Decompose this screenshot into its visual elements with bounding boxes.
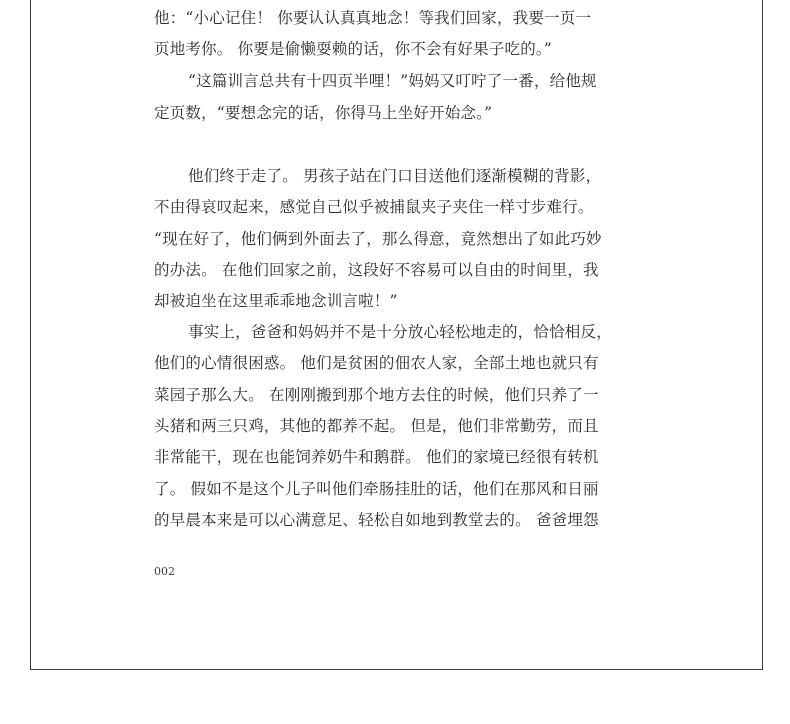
text-line-3: “这篇训言总共有十四页半哩！”妈妈又叮咛了一番，给他规 (188, 72, 597, 90)
text-line-1: 他：“小心记住！ 你要认认真真地念！等我们回家，我要一页一 (154, 9, 592, 27)
page-number: 002 (154, 565, 175, 578)
text-line-5: 他们终于走了。 男孩子站在门口目送他们逐渐模糊的背影， (188, 167, 602, 185)
text-line-2: 页地考你。 你要是偷懒耍赖的话，你不会有好果子吃的。” (154, 40, 553, 58)
text-line-14: 非常能干，现在也能饲养奶牛和鹅群。 他们的家境已经很有转机 (154, 448, 599, 466)
text-line-12: 菜园子那么大。 在刚刚搬到那个地方去住的时候，他们只养了一 (154, 386, 599, 404)
text-line-6: 不由得哀叹起来，感觉自己似乎被捕鼠夹子夹住一样寸步难行。 (154, 198, 594, 216)
text-line-7: “现在好了，他们俩到外面去了，那么得意，竟然想出了如此巧妙 (154, 230, 602, 248)
text-line-15: 了。 假如不是这个儿子叫他们牵肠挂肚的话，他们在那风和日丽 (154, 480, 599, 498)
text-line-9: 却被迫坐在这里乖乖地念训言啦！” (154, 292, 398, 310)
text-line-16: 的早晨本来是可以心满意足、轻松自如地到教堂去的。 爸爸埋怨 (154, 511, 599, 529)
text-line-11: 他们的心情很困惑。 他们是贫困的佃农人家，全部土地也就只有 (154, 354, 599, 372)
text-line-13: 头猪和两三只鸡，其他的都养不起。 但是，他们非常勤劳，而且 (154, 417, 599, 435)
text-line-10: 事实上，爸爸和妈妈并不是十分放心轻松地走的，恰恰相反， (188, 323, 612, 341)
text-line-8: 的办法。 在他们回家之前，这段好不容易可以自由的时间里，我 (154, 261, 599, 279)
text-line-4: 定页数，“要想念完的话，你得马上坐好开始念。” (154, 104, 493, 122)
